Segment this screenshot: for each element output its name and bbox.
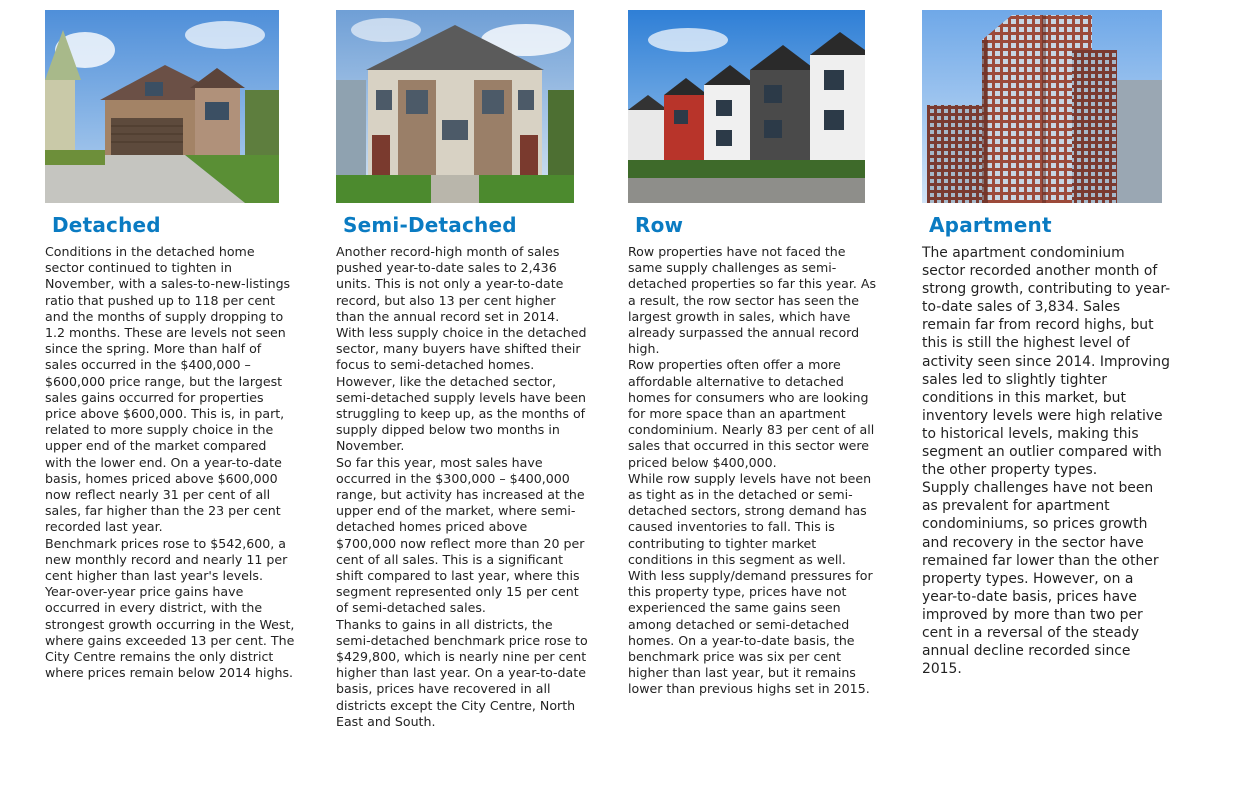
- paragraph: While row supply levels have not been as tight as in the detached or semi-detached sectors, strong demand has caused inventories to fall. This is contributing to tighter market conditions in this segment as well.: [628, 470, 872, 567]
- semi-detached-house-photo: [336, 10, 574, 203]
- section-heading: Detached: [52, 213, 161, 237]
- section-heading: Apartment: [929, 213, 1052, 237]
- section-body: [628, 244, 880, 698]
- column-row: [628, 10, 880, 698]
- section-body: [45, 244, 295, 681]
- section-body: [922, 244, 1172, 678]
- paragraph: Another record-high month of sales pushed year-to-date sales to 2,436 units. This is not only a year-to-date record, but also 13 per cent higher than the annual record set in 2014. With less supply choice in the detached sector, many buyers have shifted their focus to semi-detached homes. However, like the detached sector, semi-detached supply levels have been struggling to keep up, as the months of supply dipped below two months in November.: [336, 244, 587, 454]
- paragraph: Row properties have not faced the same supply challenges as semi-detached properties so far this year. As a result, the row sector has seen the largest growth in sales, which have already surpassed the annual record high.: [628, 244, 877, 357]
- detached-house-photo: [45, 10, 279, 203]
- column-detached: [45, 10, 295, 681]
- paragraph: Supply challenges have not been as prevalent for apartment condominiums, so prices growth and recovery in the sector have remained far lower than the other property types. However, on a year-to-date basis, prices have improved by more than two per cent in a reversal of the steady annual decline recorded since 2015.: [922, 480, 1159, 678]
- section-heading: Row: [635, 213, 684, 237]
- column-semi-detached: [336, 10, 588, 730]
- paragraph: With less supply/demand pressures for this property type, prices have not experienced the same gains seen among detached or semi-detached homes. On a year-to-date basis, the benchmark price was six per cent higher than last year, but it remains lower than previous highs set in 2015.: [628, 568, 873, 697]
- section-heading: Semi-Detached: [343, 213, 517, 237]
- paragraph: Row properties often offer a more affordable alternative to detached homes for consumers who are looking for more space than an apartment condominium. Nearly 83 per cent of all sales that occurred in this sector were priced below $400,000.: [628, 357, 875, 470]
- apartment-tower-photo: [922, 10, 1162, 203]
- paragraph: Benchmark prices rose to $542,600, a new monthly record and nearly 11 per cent higher than last year's levels. Year-over-year price gains have occurred in every district, with the strongest growth occurring in the West, where gains exceeded 13 per cent. The City Centre remains the only district where prices remain below 2014 highs.: [45, 535, 295, 681]
- section-body: [336, 244, 588, 730]
- paragraph: Conditions in the detached home sector continued to tighten in November, with a sales-to-new-listings ratio that pushed up to 118 per cent and the months of supply dropping to 1.2 months. These are levels not seen since the spring. More than half of sales occurred in the $400,000 – $600,000 price range, but the largest sales gains occurred for properties price above $600,000. This is, in part, related to more supply choice in the upper end of the market compared with the lower end. On a year-to-date basis, homes priced above $600,000 now reflect nearly 31 per cent of all sales, far higher than the 23 per cent recorded last year.: [45, 244, 291, 535]
- paragraph: The apartment condominium sector recorded another month of strong growth, contributing to year-to-date sales of 3,834. Sales remain far from record highs, but this is still the highest level of activity seen since 2014. Improving sales led to slightly tighter conditions in this market, but inventory levels were high relative to historical levels, making this segment an outlier compared with the other property types.: [922, 245, 1171, 479]
- paragraph: Thanks to gains in all districts, the semi-detached benchmark price rose to $429,800, which is nearly nine per cent higher than last year. On a year-to-date basis, prices have recovered in all districts except the City Centre, North East and South.: [336, 616, 588, 729]
- row-houses-photo: [628, 10, 865, 203]
- column-apartment: [922, 10, 1172, 678]
- paragraph: So far this year, most sales have occurred in the $300,000 – $400,000 range, but activity has increased at the upper end of the market, where semi-detached homes priced above $700,000 now reflect more than 20 per cent of all sales. This is a significant shift compared to last year, where this segment represented only 15 per cent of semi-detached sales.: [336, 454, 585, 616]
